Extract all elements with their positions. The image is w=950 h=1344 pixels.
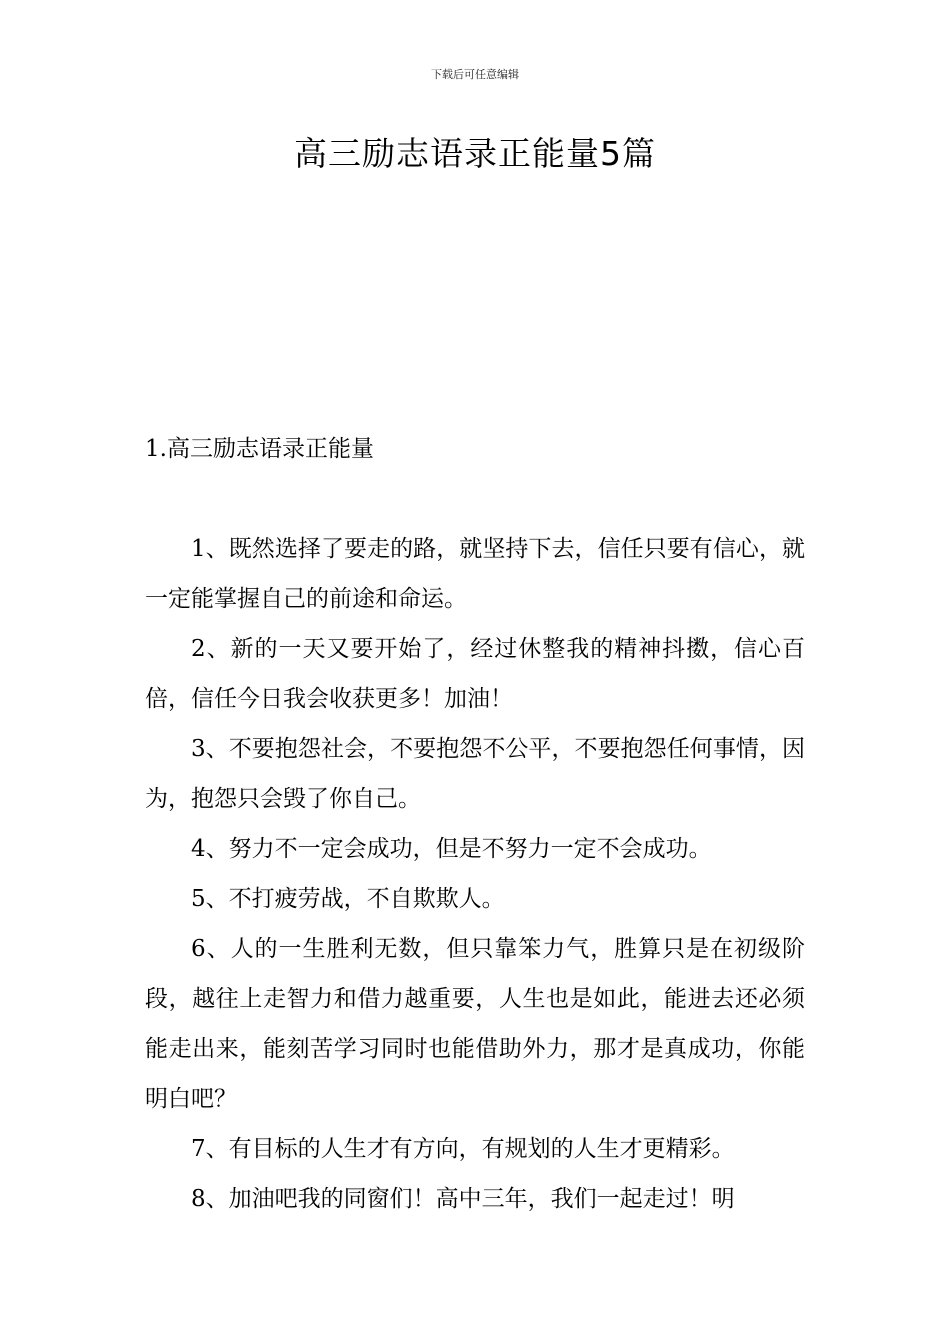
body-text: [145, 524, 805, 1224]
section-heading: 1.高三励志语录正能量: [145, 436, 374, 462]
paragraph-3: 3、不要抱怨社会，不要抱怨不公平，不要抱怨任何事情，因为，抱怨只会毁了你自己。: [145, 736, 805, 812]
paragraph-7: 7、有目标的人生才有方向，有规划的人生才更精彩。: [191, 1136, 735, 1162]
header-note: 下载后可任意编辑: [431, 68, 519, 81]
paragraph-2: 2、新的一天又要开始了，经过休整我的精神抖擞，信心百倍，信任今日我会收获更多！加油！: [145, 636, 805, 712]
paragraph-6: 6、人的一生胜利无数，但只靠笨力气，胜算只是在初级阶段，越往上走智力和借力越重要，人生也是如此，能进去还必须能走出来，能刻苦学习同时也能借助外力，那才是真成功，你能明白吧？: [145, 936, 805, 1112]
paragraph-1: 1、既然选择了要走的路，就坚持下去，信任只要有信心，就一定能掌握自己的前途和命运。: [145, 536, 805, 612]
paragraph-5: 5、不打疲劳战，不自欺欺人。: [191, 886, 505, 912]
document-title: 高三励志语录正能量5篇: [294, 134, 656, 173]
paragraph-4: 4、努力不一定会成功，但是不努力一定不会成功。: [191, 836, 712, 862]
paragraph-8: 8、加油吧我的同窗们！高中三年，我们一起走过！明: [191, 1186, 735, 1212]
